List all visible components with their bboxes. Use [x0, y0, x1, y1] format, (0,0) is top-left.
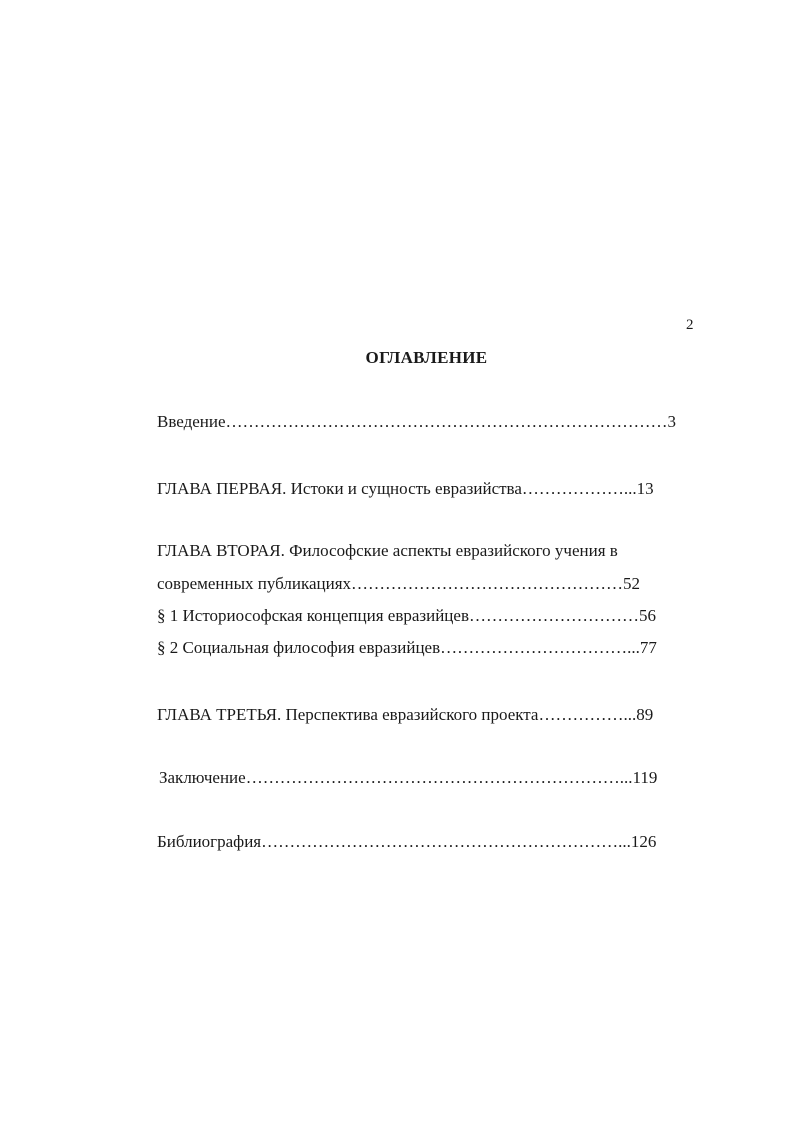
toc-entry-chapter-1: ГЛАВА ПЕРВАЯ. Истоки и сущность евразийства………………...13: [157, 479, 654, 498]
page-number: 2: [686, 317, 694, 333]
toc-entry-chapter-3: ГЛАВА ТРЕТЬЯ. Перспектива евразийского проекта……………...89: [157, 705, 654, 724]
page-title: ОГЛАВЛЕНИЕ: [365, 348, 488, 367]
toc-entry-bibliography: Библиография………………………………………………………...126: [157, 832, 657, 851]
toc-entry-conclusion: Заключение…………………………………………………………...119: [159, 768, 658, 787]
toc-entry-section-1: § 1 Историософская концепция евразийцев…………………………56: [157, 606, 656, 625]
toc-entry-section-2: § 2 Социальная философия евразийцев……………………………...77: [157, 638, 657, 657]
toc-entry-chapter-2-line-2: современных публикациях…………………………………………52: [157, 574, 641, 593]
toc-entry-introduction: Введение……………………………………………………………………3: [157, 412, 677, 431]
toc-entry-chapter-2-line-1: ГЛАВА ВТОРАЯ. Философские аспекты евразийского учения в: [157, 541, 618, 560]
